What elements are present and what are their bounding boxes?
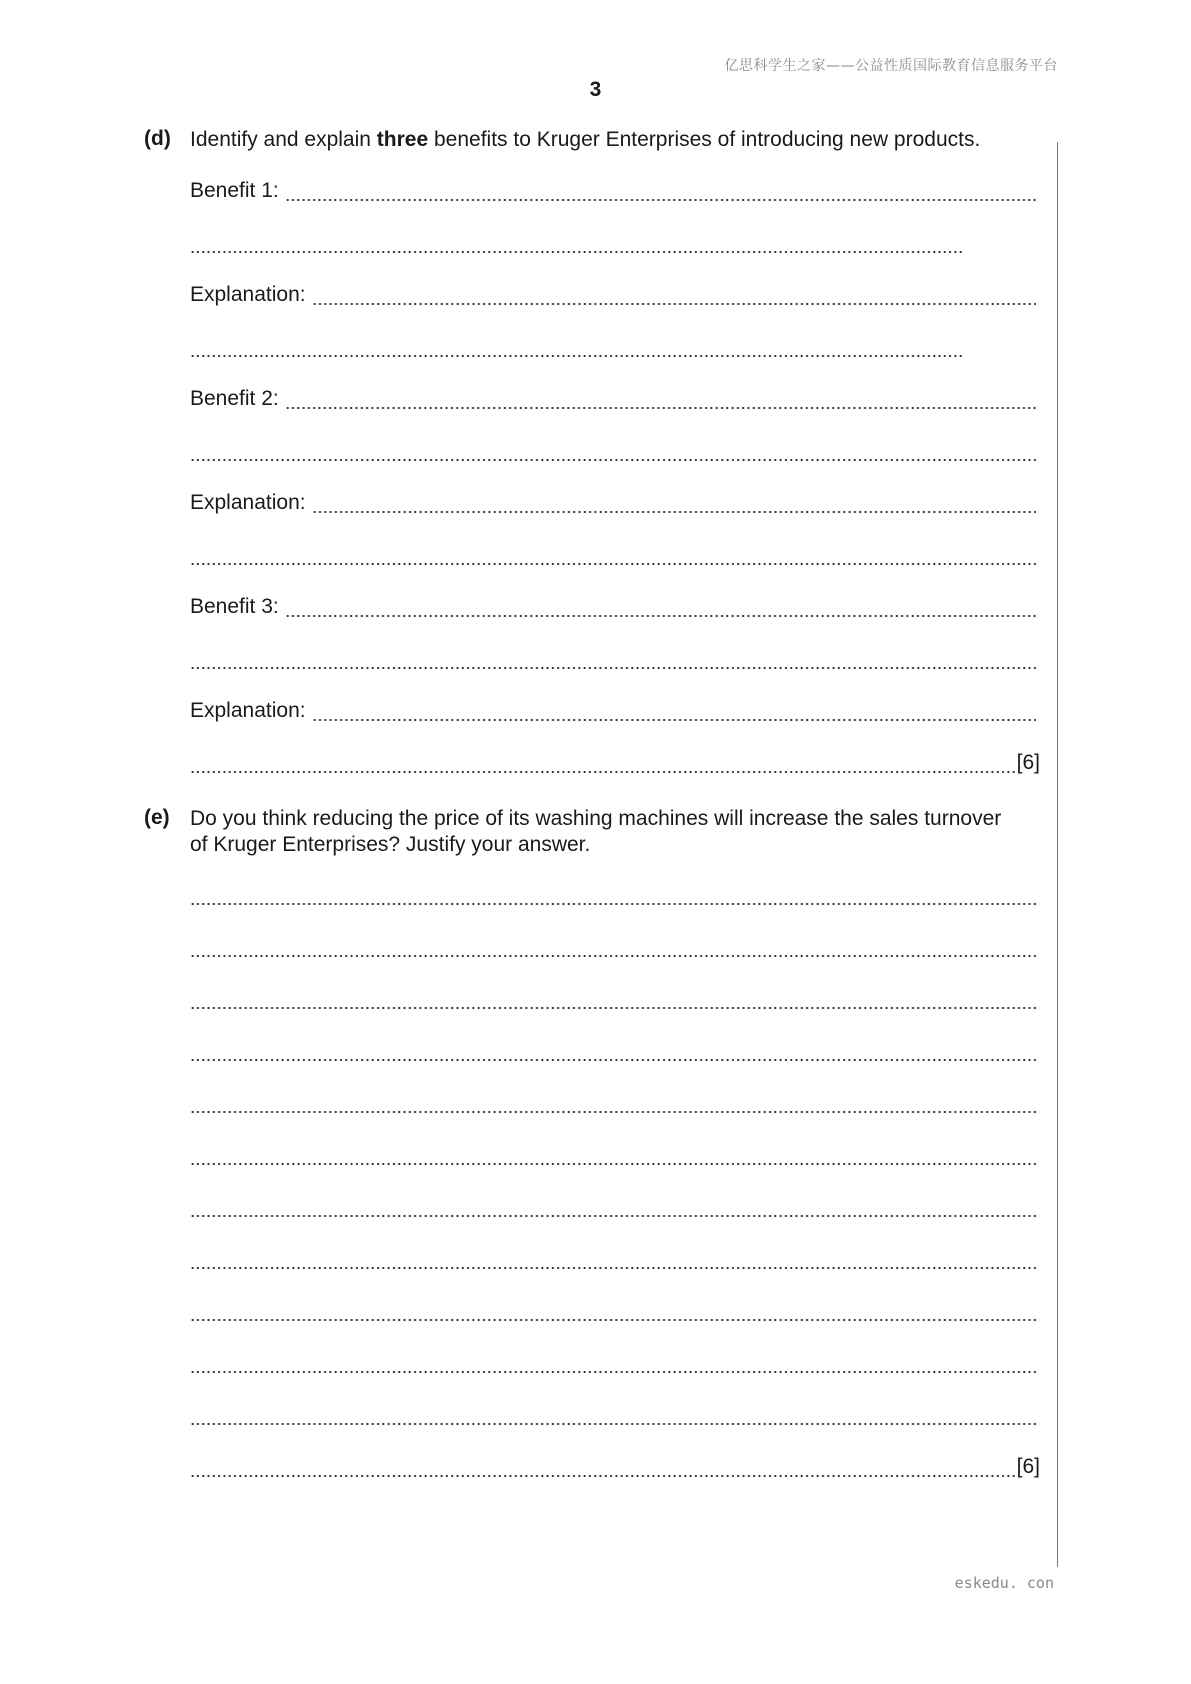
- question-e-prompt-line-1: Do you think reducing the price of its washing machines will increase the sales turnover: [190, 807, 1002, 830]
- answer-e-line[interactable]: [190, 935, 1036, 961]
- benefit-1-line[interactable]: [190, 179, 1036, 205]
- answer-dots: [190, 1354, 1036, 1374]
- benefit-2-line-2[interactable]: [190, 439, 1036, 465]
- question-d-prompt-bold: three: [376, 128, 429, 151]
- answer-dots: [190, 650, 1036, 670]
- answer-dots: [285, 598, 1036, 618]
- answer-dots: [190, 886, 1036, 906]
- answer-dots: [190, 1406, 1036, 1426]
- question-e-prompt: [190, 806, 1001, 858]
- explanation-2-line-2[interactable]: [190, 543, 1036, 569]
- margin-line: [1057, 142, 1058, 1567]
- answer-e-line[interactable]: [190, 883, 1036, 909]
- answer-dots: [190, 1302, 1036, 1322]
- answer-dots: [190, 338, 962, 358]
- answer-dots: [190, 938, 1036, 958]
- answer-dots: [285, 182, 1036, 202]
- explanation-3-line-2[interactable]: [190, 751, 1040, 777]
- answer-e-line[interactable]: [190, 1403, 1036, 1429]
- answer-dots: [190, 1094, 1036, 1114]
- answer-e-line[interactable]: [190, 1143, 1036, 1169]
- explanation-1-label: Explanation:: [190, 283, 306, 306]
- benefit-3-label: Benefit 3:: [190, 595, 279, 618]
- explanation-1-line-2[interactable]: [190, 335, 962, 361]
- answer-e-line[interactable]: [190, 1247, 1036, 1273]
- answer-e-line[interactable]: [190, 987, 1036, 1013]
- footer-watermark: eskedu. con: [954, 1574, 1054, 1592]
- answer-dots: [190, 1458, 1015, 1478]
- answer-e-line[interactable]: [190, 1039, 1036, 1065]
- benefit-1-line-2[interactable]: [190, 231, 962, 257]
- answer-dots: [190, 442, 1036, 462]
- answer-e-line[interactable]: [190, 1195, 1036, 1221]
- question-d-prompt-before: Identify and explain: [190, 128, 377, 151]
- answer-dots: [190, 234, 962, 254]
- answer-e-line-last[interactable]: [190, 1455, 1040, 1481]
- answer-dots: [312, 702, 1036, 722]
- answer-e-line[interactable]: [190, 1299, 1036, 1325]
- answer-dots: [312, 286, 1036, 306]
- explanation-2-line[interactable]: [190, 491, 1036, 517]
- question-e-label: (e): [144, 806, 170, 829]
- question-d-prompt: [190, 127, 980, 153]
- header-watermark: 亿思科学生之家——公益性质国际教育信息服务平台: [724, 58, 1058, 74]
- benefit-1-label: Benefit 1:: [190, 179, 279, 202]
- benefit-3-line[interactable]: [190, 595, 1036, 621]
- answer-dots: [190, 1146, 1036, 1166]
- benefit-3-line-2[interactable]: [190, 647, 1036, 673]
- question-e-prompt-line-2: of Kruger Enterprises? Justify your answer.: [190, 833, 591, 856]
- benefit-2-line[interactable]: [190, 387, 1036, 413]
- answer-dots: [190, 990, 1036, 1010]
- answer-dots: [312, 494, 1036, 514]
- explanation-1-line[interactable]: [190, 283, 1036, 309]
- answer-dots: [285, 390, 1036, 410]
- answer-e-line[interactable]: [190, 1091, 1036, 1117]
- page-number: 3: [589, 78, 602, 101]
- question-e-marks: [6]: [1016, 1455, 1040, 1478]
- answer-dots: [190, 754, 1015, 774]
- question-d-label: (d): [144, 127, 171, 150]
- answer-dots: [190, 1250, 1036, 1270]
- question-d-marks: [6]: [1016, 751, 1040, 774]
- explanation-2-label: Explanation:: [190, 491, 306, 514]
- explanation-3-line[interactable]: [190, 699, 1036, 725]
- answer-dots: [190, 1198, 1036, 1218]
- question-d-prompt-after: benefits to Kruger Enterprises of introducing new products.: [428, 128, 981, 151]
- answer-e-line[interactable]: [190, 1351, 1036, 1377]
- answer-dots: [190, 1042, 1036, 1062]
- answer-dots: [190, 546, 1036, 566]
- explanation-3-label: Explanation:: [190, 699, 306, 722]
- benefit-2-label: Benefit 2:: [190, 387, 279, 410]
